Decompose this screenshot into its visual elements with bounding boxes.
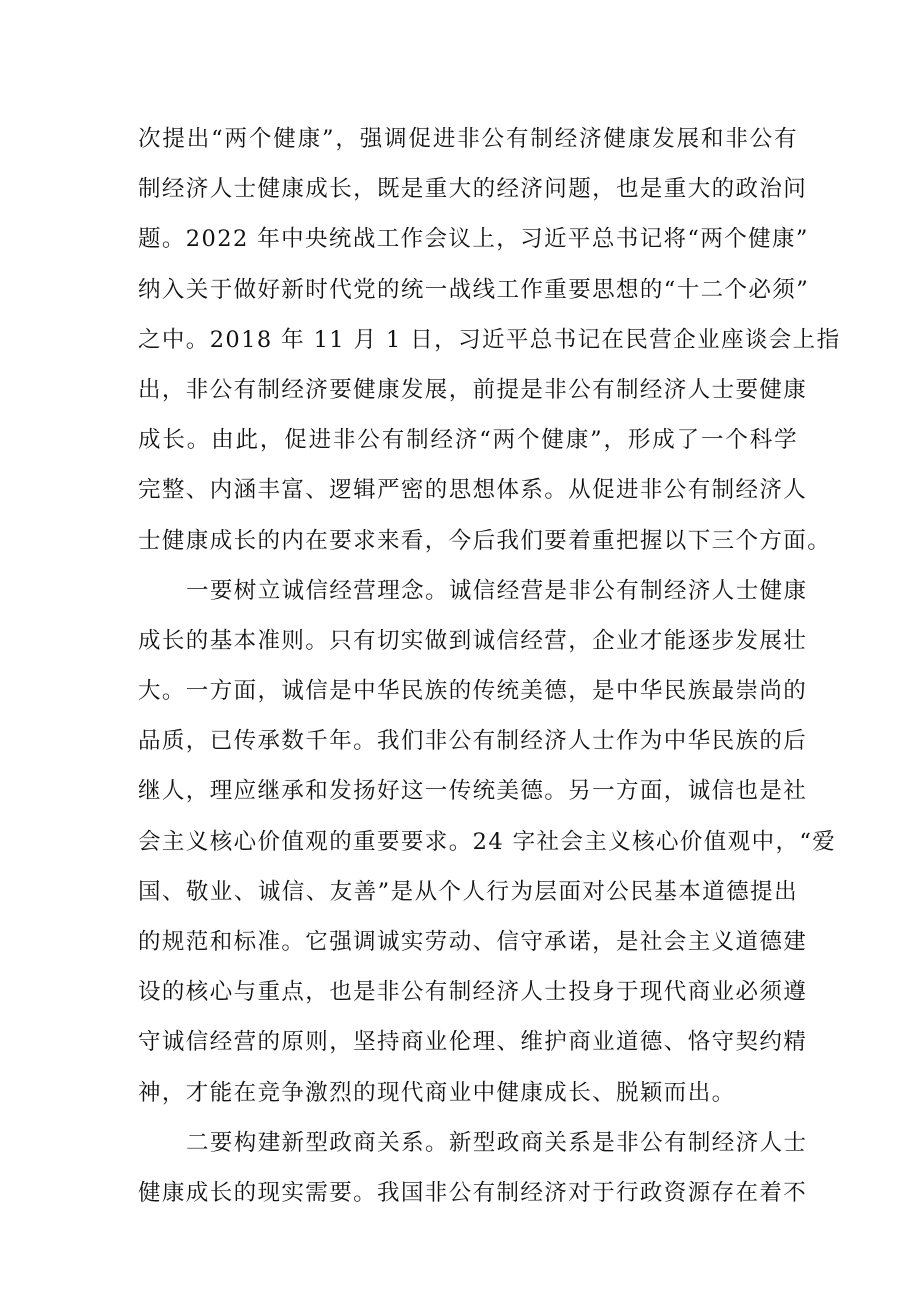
text-line: 的规范和标准。它强调诚实劳动、信守承诺，是社会主义道德建 — [138, 929, 808, 955]
text-line: 国、敬业、诚信、友善”是从个人行为层面对公民基本道德提出 — [138, 878, 798, 905]
text-line: 之中。2018 年 11 月 1 日，习近平总书记在民营企业座谈会上指 — [138, 326, 841, 353]
text-line: 品质，已传承数千年。我们非公有制经济人士作为中华民族的后 — [138, 728, 808, 755]
text-line: 成长。由此，促进非公有制经济“两个健康”，形成了一个科学 — [138, 427, 798, 454]
text-line: 神，才能在竞争激烈的现代商业中健康成长、脱颖而出。 — [138, 1079, 736, 1106]
text-line: 二要构建新型政商关系。新型政商关系是非公有制经济人士 — [186, 1129, 808, 1156]
text-line: 完整、内涵丰富、逻辑严密的思想体系。从促进非公有制经济人 — [138, 477, 808, 504]
text-line: 一要树立诚信经营理念。诚信经营是非公有制经济人士健康 — [186, 577, 808, 604]
text-line: 健康成长的现实需要。我国非公有制经济对于行政资源存在着不 — [138, 1179, 808, 1206]
text-line: 次提出“两个健康”，强调促进非公有制经济健康发展和非公有 — [138, 126, 798, 152]
text-line: 成长的基本准则。只有切实做到诚信经营，企业才能逐步发展壮 — [138, 627, 808, 654]
document-body — [138, 114, 841, 1218]
text-line: 出，非公有制经济要健康发展，前提是非公有制经济人士要健康 — [138, 376, 808, 403]
text-line: 设的核心与重点，也是非公有制经济人士投身于现代商业必须遵 — [138, 979, 808, 1006]
text-line: 守诚信经营的原则，坚持商业伦理、维护商业道德、恪守契约精 — [138, 1029, 808, 1056]
text-line: 题。2022 年中央统战工作会议上，习近平总书记将“两个健康” — [138, 226, 809, 253]
text-line: 会主义核心价值观的重要要求。24 字社会主义核心价值观中，“爱 — [138, 828, 837, 855]
text-line: 纳入关于做好新时代党的统一战线工作重要思想的“十二个必须” — [138, 276, 810, 303]
text-line: 继人，理应继承和发扬好这一传统美德。另一方面，诚信也是社 — [138, 778, 808, 805]
text-line: 士健康成长的内在要求来看，今后我们要着重把握以下三个方面。 — [138, 527, 832, 554]
text-line: 制经济人士健康成长，既是重大的经济问题，也是重大的政治问 — [138, 176, 808, 203]
text-line: 大。一方面，诚信是中华民族的传统美德，是中华民族最崇尚的 — [138, 678, 808, 705]
